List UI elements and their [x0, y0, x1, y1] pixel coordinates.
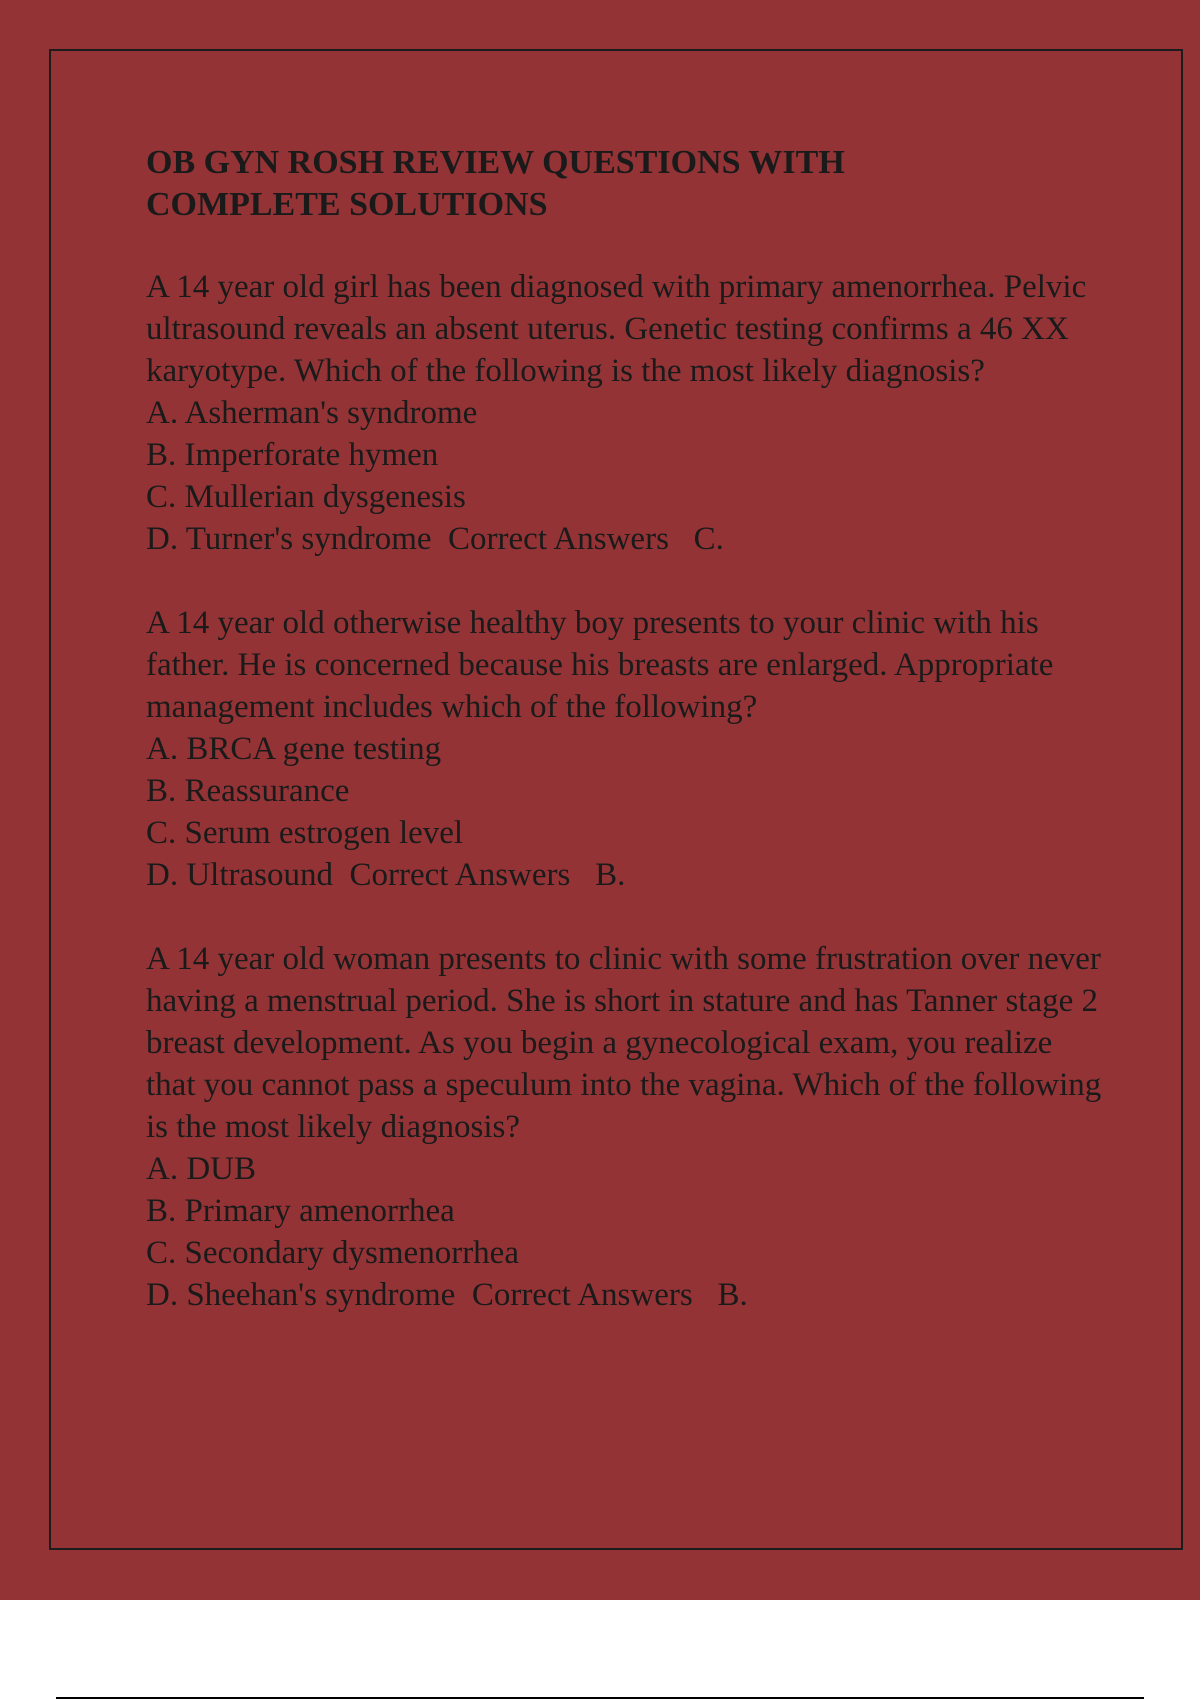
question-1	[146, 266, 1106, 560]
document-content	[146, 142, 1106, 1358]
option-c: C. Mullerian dysgenesis	[146, 479, 466, 515]
option-d-answer-row	[146, 1274, 1106, 1316]
footer-divider	[56, 1697, 1144, 1699]
question-stem: A 14 year old otherwise healthy boy presents to your clinic with his father. He is concerned because his breasts are enlarged. Appropriate management includes which of the following?	[146, 605, 1054, 725]
option-b: B. Imperforate hymen	[146, 437, 439, 473]
option-b: B. Primary amenorrhea	[146, 1193, 455, 1229]
answer-label: Correct Answers	[349, 857, 571, 893]
correct-answer: B.	[595, 857, 626, 893]
question-stem: A 14 year old girl has been diagnosed with primary amenorrhea. Pelvic ultrasound reveals an absent uterus. Genetic testing confirms a 46 XX karyotype. Which of the following is the most likely diagnosis?	[146, 269, 1087, 389]
question-2	[146, 602, 1106, 896]
answer-label: Correct Answers	[448, 521, 669, 557]
option-d: D. Ultrasound	[146, 857, 333, 893]
option-d-answer-row	[146, 518, 1106, 560]
option-d: D. Sheehan's syndrome	[146, 1277, 456, 1313]
option-c: C. Serum estrogen level	[146, 815, 464, 851]
question-3	[146, 938, 1106, 1316]
document-title: OB GYN ROSH REVIEW QUESTIONS WITH COMPLETE SOLUTIONS	[146, 144, 845, 223]
option-c: C. Secondary dysmenorrhea	[146, 1235, 519, 1271]
correct-answer: B.	[717, 1277, 748, 1313]
option-a: A. BRCA gene testing	[146, 731, 442, 767]
option-d: D. Turner's syndrome	[146, 521, 432, 557]
option-b: B. Reassurance	[146, 773, 350, 809]
answer-label: Correct Answers	[471, 1277, 693, 1313]
option-d-answer-row	[146, 854, 1106, 896]
option-a: A. DUB	[146, 1151, 257, 1187]
question-stem: A 14 year old woman presents to clinic with some frustration over never having a menstrual period. She is short in stature and has Tanner stage 2 breast development. As you begin a gynecological exam, you realize that you cannot pass a speculum into the vagina. Which of the following is the most likely diagnosis?	[146, 941, 1102, 1145]
option-a: A. Asherman's syndrome	[146, 395, 478, 431]
correct-answer: C.	[693, 521, 724, 557]
